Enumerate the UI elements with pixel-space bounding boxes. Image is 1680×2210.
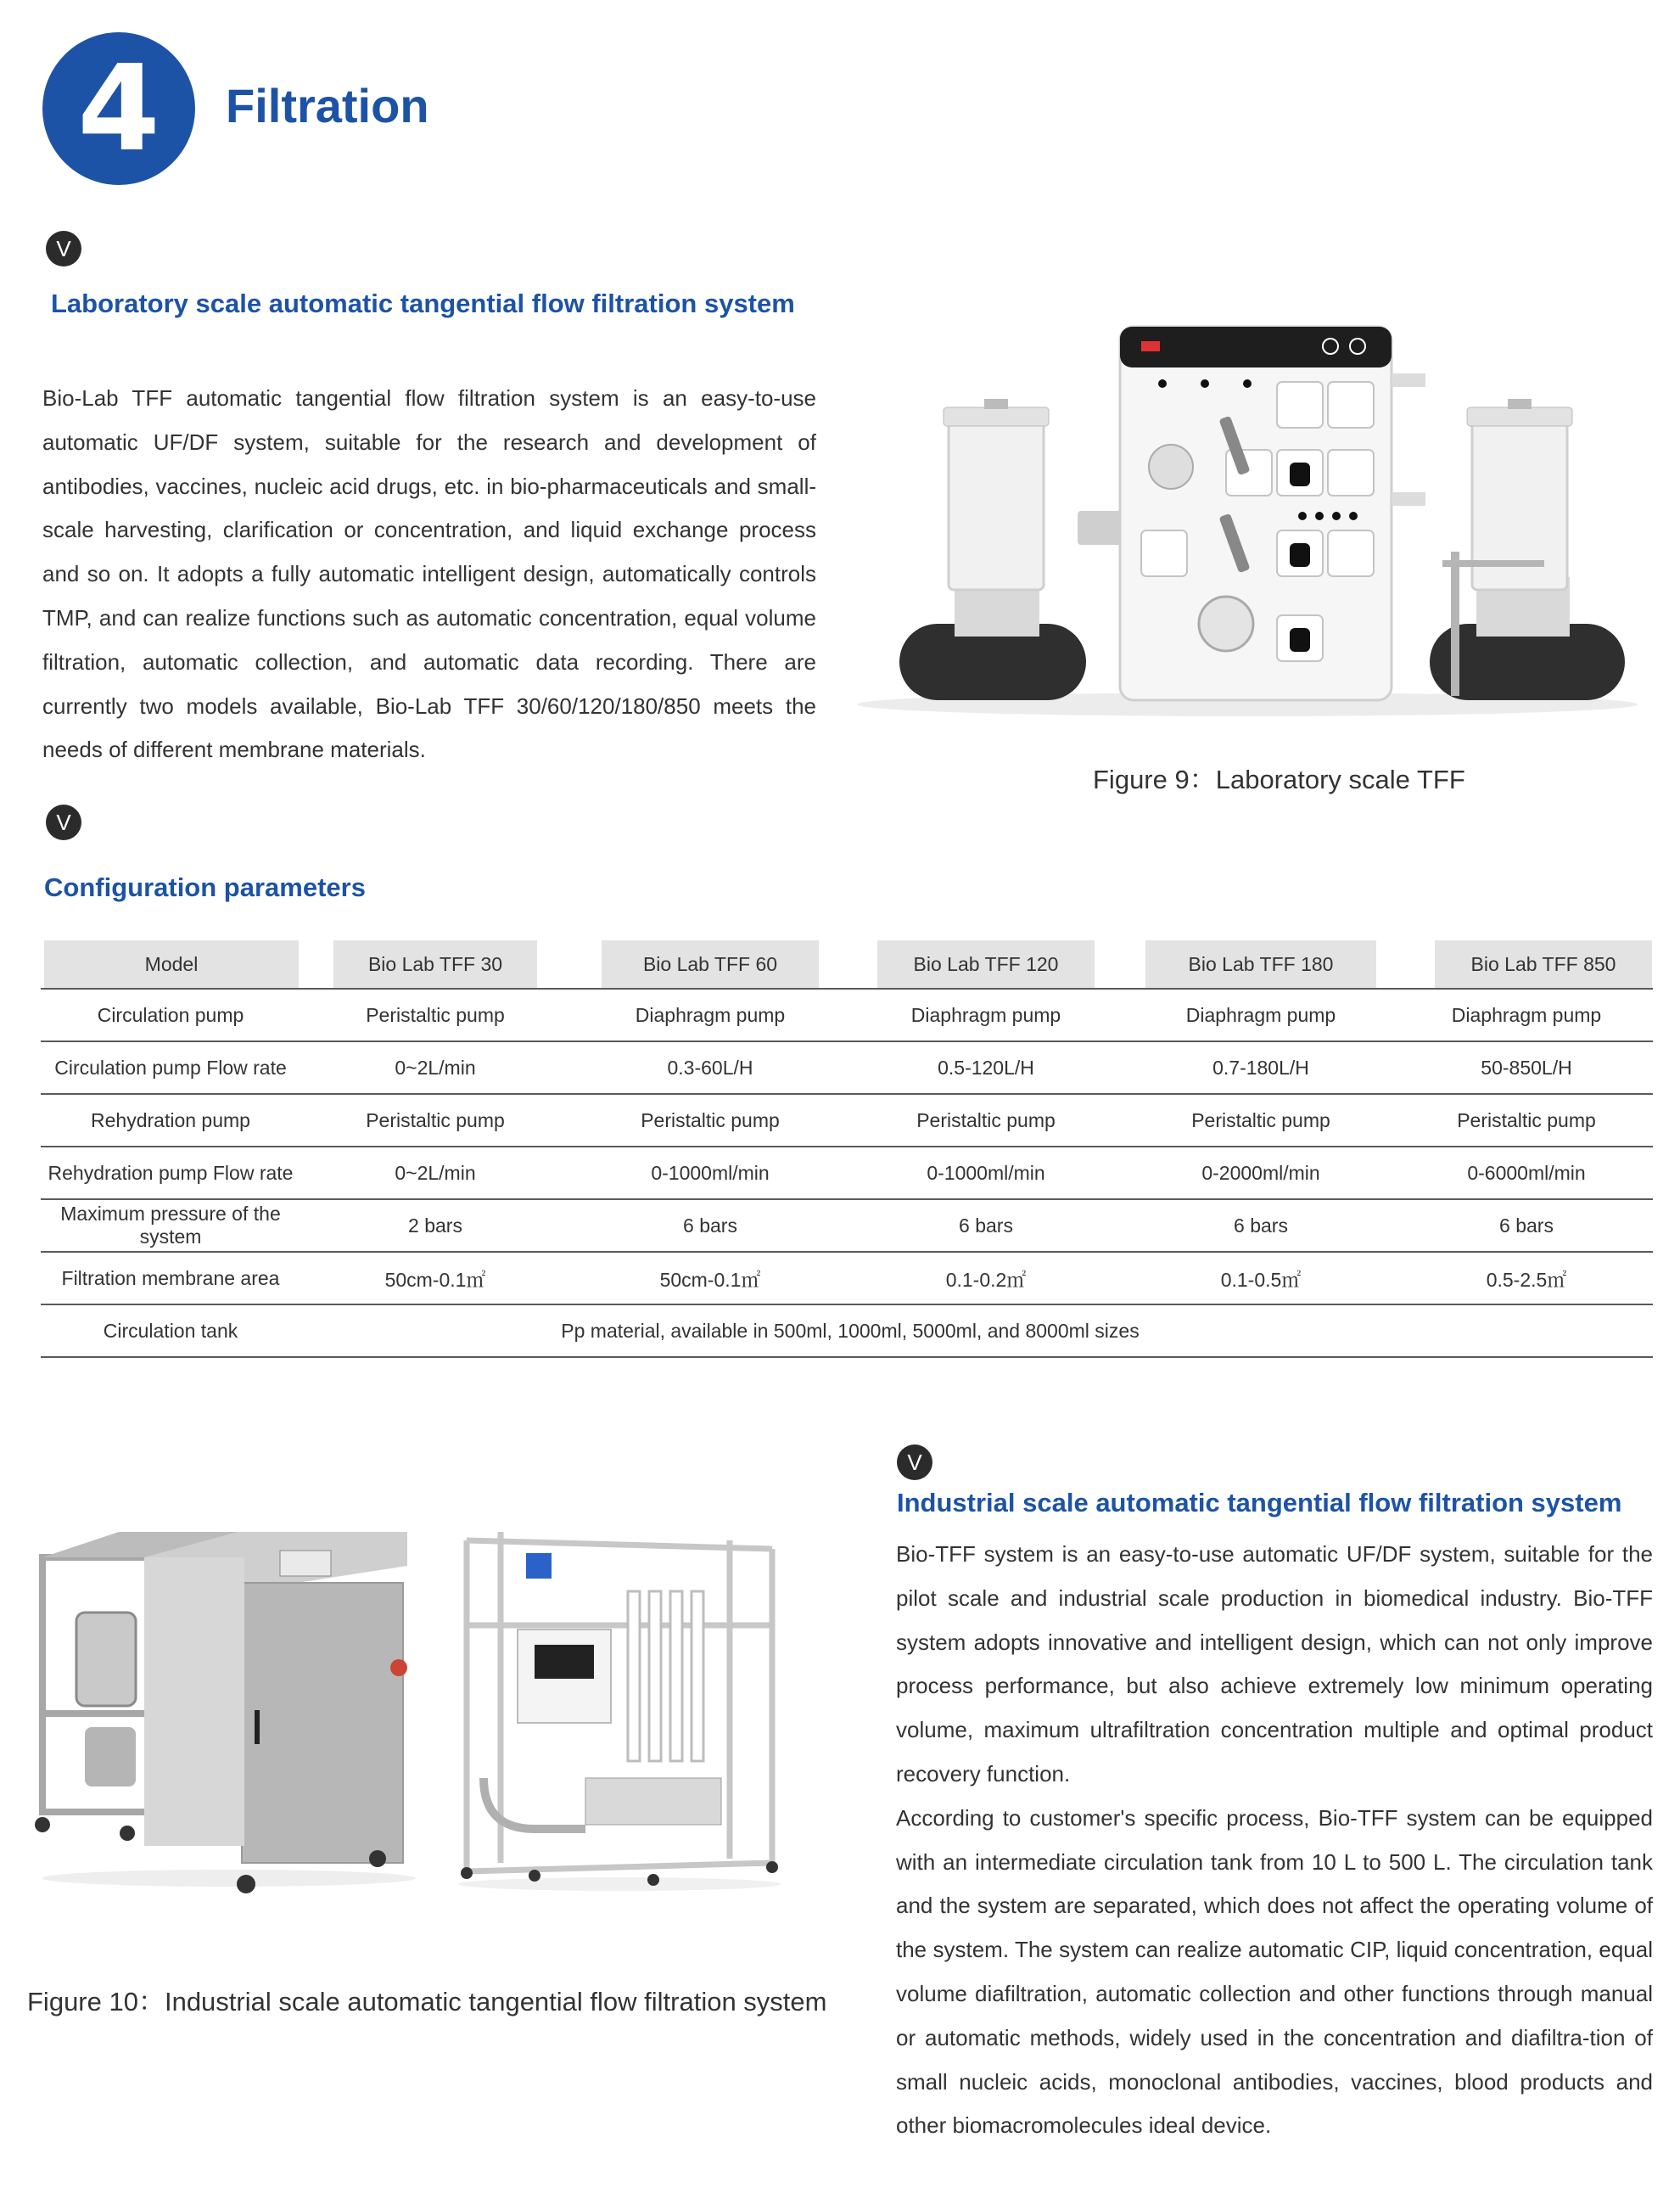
table-row: Rehydration pump Flow rate 0~2L/min 0-1000ml/min 0-1000ml/min 0-2000ml/min 0-6000ml/min: [41, 1147, 1653, 1199]
section-number: 4: [77, 39, 160, 178]
industrial-skid-illustration: [450, 1523, 789, 1897]
industrial-scale-description: [896, 1533, 1653, 2148]
table-header: Bio Lab TFF 120: [850, 940, 1122, 989]
table-row: Circulation pump Flow rate 0~2L/min 0.3-60L/H 0.5-120L/H 0.7-180L/H 50-850L/H: [41, 1041, 1653, 1094]
section-badge: V: [897, 1444, 932, 1480]
table-row: Circulation tank Pp material, available in 500ml, 1000ml, 5000ml, and 8000ml sizes: [41, 1304, 1653, 1357]
section-badge: V: [46, 231, 81, 266]
industrial-paragraph-2: According to customer's specific process, Bio-TFF system can be equipped with an intermediate circulation tank from 10 L to 500 L. The circulation tank and the system are separated, which does not affect the operating volume of the system. The system can realize automatic CIP, liquid concentration, equal volume diafiltration, automatic collection and other functions through manual or automatic methods, widely used in the concentration and diafiltra-tion of small nucleic acids, monoclonal antibodies, vaccines, blood products and other biomacromolecules ideal device.: [896, 1804, 1653, 2139]
lab-tff-illustration: [848, 323, 1646, 721]
industrial-cabinet-illustration: [25, 1532, 416, 1897]
table-row: Rehydration pump Peristaltic pump Peristaltic pump Peristaltic pump Peristaltic pump Peristaltic pump: [41, 1094, 1653, 1147]
industrial-scale-heading: Industrial scale automatic tangential flow filtration system: [897, 1488, 1622, 1517]
section-number-badge: [42, 32, 195, 185]
lab-scale-description: Bio-Lab TFF automatic tangential flow filtration system is an easy-to-use automatic UF/DF system, suitable for the research and development of antibodies, vaccines, nucleic acid drugs, etc. in bio-pharmaceuticals and small-scale harvesting, clarification or concentration, and liquid exchange process and so on. It adopts a fully automatic intelligent design, automatically controls TMP, and can realize functions such as automatic concentration, equal volume filtration, automatic collection, and automatic data recording. There are currently two models available, Bio-Lab TFF 30/60/120/180/850 meets the needs of different membrane materials.: [42, 385, 816, 763]
table-header: Bio Lab TFF 60: [570, 940, 850, 989]
page-title: Filtration: [226, 79, 429, 132]
table-row: Circulation pump Peristaltic pump Diaphragm pump Diaphragm pump Diaphragm pump Diaphragm pump: [41, 989, 1653, 1041]
table-header: Bio Lab TFF 180: [1122, 940, 1400, 989]
table-header: Bio Lab TFF 850: [1400, 940, 1653, 989]
figure-9-caption: Figure 9：Laboratory scale TFF: [1093, 765, 1465, 794]
industrial-paragraph-1: Bio-TFF system is an easy-to-use automatic UF/DF system, suitable for the pilot scale and industrial scale production in biomedical industry. Bio-TFF system adopts innovative and intelligent design, which can not only improve process performance, but also achieve extremely low minimum operating volume, maximum ultrafiltration concentration multiple and optimal product recovery function.: [896, 1541, 1653, 1787]
table-header-row: [41, 940, 1653, 989]
config-parameters-table: [41, 940, 1653, 1358]
table-header: Model: [41, 940, 300, 989]
lab-scale-heading: Laboratory scale automatic tangential flow filtration system: [51, 289, 795, 318]
table-row: Filtration membrane area 50cm-0.1㎡ 50cm-0.1㎡ 0.1-0.2㎡ 0.1-0.5㎡ 0.5-2.5㎡: [41, 1252, 1653, 1304]
table-row: Maximum pressure of the system 2 bars 6 bars 6 bars 6 bars 6 bars: [41, 1199, 1653, 1252]
config-heading: Configuration parameters: [44, 872, 366, 902]
section-badge: V: [46, 805, 81, 840]
figure-10-caption: Figure 10：Industrial scale automatic tangential flow filtration system: [27, 1987, 827, 2016]
table-header: Bio Lab TFF 30: [300, 940, 570, 989]
